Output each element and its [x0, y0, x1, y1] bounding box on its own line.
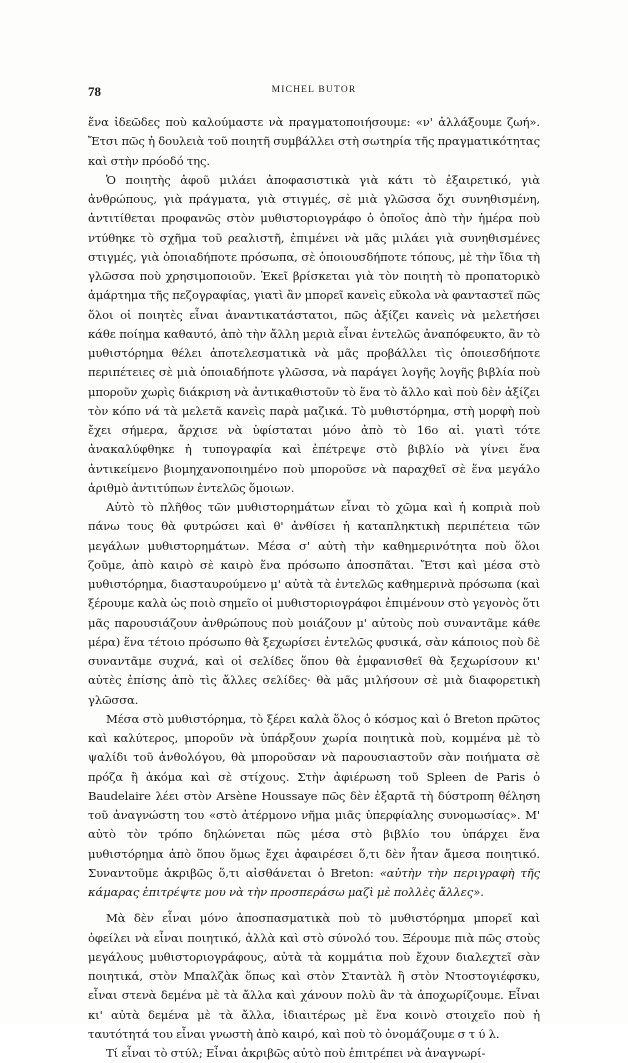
running-head [88, 84, 540, 100]
paragraph-1: ἕνα ἰδεῶδες ποὺ καλούμαστε νὰ πραγματοποιήσουμε: «ν' ἀλλάξουμε ζωή». Ἔτσι πῶς ἡ δουλειὰ τοῦ ποιητῆ συμβάλλει στὴ σωτηρία τῆς πραγματικότητας καὶ στὴν πρόοδό της. [88, 115, 540, 168]
paragraph-4 [88, 710, 540, 903]
running-head-author: MICHEL BUTOR [271, 85, 357, 95]
paragraph-6: Τί εἶναι τὸ στύλ; Εἶναι ἀκριβῶς αὐτὸ ποὺ ἐπιτρέπει νὰ ἀναγνωρί- [106, 1046, 486, 1060]
paragraph-2: Ὁ ποιητὴς ἀφοῦ μιλάει ἀποφασιστικὰ γιὰ κάτι τὸ ἐξαιρετικό, γιὰ ἀνθρώπους, γιὰ πράγματα, γιὰ στιγμές, σὲ μιὰ γλῶσσα ὄχι συνηθισμένη, ἀντιτίθεται προφανῶς στὸν μυθιστοριογράφο ὁ ὁποῖος ἀπὸ τὴν ἡμέρα ποὺ ντύθηκε τὸ σχῆμα τοῦ ρεαλιστῆ, ἐπιμένει νὰ μᾶς μιλάει γιὰ συνηθισμένες στιγμές, γιὰ ὁποιαδήποτε πρόσωπα, σὲ ὁποιουσδήποτε τόπους, μὲ τὴν ἴδια τὴ γλῶσσα ποὺ χρησιμοποιοῦν. Ἐκεῖ βρίσκεται γιὰ τὸν ποιητὴ τὸ προπατορικὸ ἁμάρτημα τῆς πεζογραφίας, γιατὶ ἂν μπορεῖ κανεὶς εὔκολα νὰ φανταστεῖ πῶς ὅλοι οἱ ποιητὲς εἶναι ἀναντικατάστατοι, πῶς ἀξίζει κανεὶς νὰ μελετήσει κάθε ποίημα καθαυτό, ἀπὸ τὴν ἄλλη μεριὰ εἶναι ἐντελῶς ἀναπόφευκτο, ἂν τὸ μυθιστόρημα θέλει ἀποτελεσματικὰ νὰ μᾶς προβάλλει τὶς ὁποιεσδήποτε περιπέτειες σὲ μιὰ ὁποιαδήποτε γλῶσσα, νὰ παράγει λογῆς λογῆς βιβλία ποὺ μποροῦν χωρὶς διάκριση νὰ ἀντικαθιστοῦν τὸ ἕνα τὸ ἄλλο καὶ ποὺ δὲν ἀξίζει τὸν κόπο νά τὰ μελετᾶ κανεὶς παρὰ μαζικά. Τὸ μυθιστόρημα, στὴ μορφὴ ποὺ ἔχει σήμερα, ἄρχισε νὰ ὑφίσταται μόνο ἀπὸ τὸ 16ο αἰ. γιατὶ τότε ἀνακαλύφθηκε ἡ τυπογραφία καὶ ἐπέτρεψε στὸ βιβλίο νὰ γίνει ἕνα ἀντικείμενο βιομηχανοποιημένο ποὺ μποροῦσε νὰ παραχθεῖ σὲ ἕνα μεγάλο ἀριθμὸ ἀντιτύπων ἐντελῶς ὅμοιων. [88, 172, 540, 495]
page-number: 78 [88, 84, 101, 99]
paragraph-3: Αὐτὸ τὸ πλῆθος τῶν μυθιστορημάτων εἶναι τὸ χῶμα καὶ ἡ κοπριὰ ποὺ πάνω τους θὰ φυτρώσει καὶ θ' ἀνθίσει ἡ καταπληκτικὴ περιπέτεια τῶν μεγάλων μυθιστορημάτων. Μέσα σ' αὐτὴ τὴν καθημερινότητα ποὺ ὅλοι ζοῦμε, ἀπὸ καιρὸ σὲ καιρὸ ἕνα πρόσωπο ἀποσπᾶται. Ἔτσι καὶ μέσα στὸ μυθιστόρημα, διασταυρούμενο μ' αὐτὰ τὰ ἐντελῶς καθημερινὰ πρόσωπα (καὶ ξέρουμε καλὰ ὡς ποιὸ σημεῖο οἱ μυθιστοριογράφοι ἐπιμένουν στὸ γεγονὸς ὅτι μᾶς παρουσιάζουν ἀνθρώπους ποὺ μοιάζουν μ' αὐτοὺς ποὺ συναντᾶμε κάθε μέρα) ἕνα τέτοιο πρόσωπο θὰ ξεχωρίσει ἐντελῶς φυσικά, σὰν κάποιος ποὺ δὲ συναντᾶμε συχνά, καὶ οἱ σελίδες ὅπου θὰ ἐμφανισθεῖ θὰ ξεχωρίσουν κι' αὐτὲς ἐπίσης ἀπὸ τὶς ἄλλες σελίδες· θὰ μᾶς μιλήσουν σὲ μιὰ διαφορετικὴ γλῶσσα. [88, 500, 540, 707]
body-text [88, 113, 540, 1063]
paragraph-5: Μὰ δὲν εἶναι μόνο ἀποσπασματικὰ ποὺ τὸ μυθιστόρημα μπορεῖ καὶ ὀφείλει νὰ εἶναι ποιητικό, ἀλλὰ καὶ στὸ σύνολό του. Ξέρουμε πιὰ πῶς στοὺς μεγάλους μυθιστοριογράφους, αὐτὰ τὰ κομμάτια ποὺ ἔχουν διαλεχτεῖ σὰν ποιητικά, στὸν Μπαλζὰκ ὅπως καὶ στὸν Σταντὰλ ἢ στὸν Ντοστογιέφσκυ, εἶναι στενὰ δεμένα μὲ τὰ ἄλλα καὶ χάνουν πολὺ ἂν τὰ ἀποχωρίζουμε. Εἶναι κι' αὐτὰ δεμένα μὲ τὰ ἄλλα, ἰδιαιτέρως μὲ ἕνα κοινὸ στοιχεῖο ποὺ ἡ ταυτότητά του εἶναι γνωστὴ ἀπὸ καιρό, καὶ ποὺ τὸ ὀνομάζουμε σ τ ύ λ. [88, 911, 540, 1041]
paragraph-4-text: Μέσα στὸ μυθιστόρημα, τὸ ξέρει καλὰ ὅλος ὁ κόσμος καὶ ὁ Breton πρῶτος καὶ καλύτερος, μποροῦν νὰ ὑπάρξουν χωρία ποιητικὰ ποὺ, κομμένα μὲ τὸ ψαλίδι τοῦ ἀνθολόγου, θὰ μποροῦσαν νὰ παρουσιαστοῦν σὰν ποιήματα σὲ πρόζα ἢ ἀκόμα καὶ σὲ στίχους. Στὴν ἀφιέρωση τοῦ Spleen de Paris ὁ Baudelaire λέει στὸν Arsène Houssaye πῶς δὲν ἐξαρτᾶ τὴ δύστροπη θέληση τοῦ ἀναγνώστη του «στὸ ἀτέρμονο νῆμα μιᾶς ὑπερφίαλης συνομωσίας». Μ' αὐτὸ τὸν τρόπο δηλώνεται πῶς μέσα στὸ βιβλίο του ὑπάρχει ἕνα μυθιστόρημα ἀπὸ ὅπου ὅμως ἔχει ἀφαιρέσει ὅ,τι δὲν ἦταν ἄμεσα ποιητικό. Συναντοῦμε ἀκριβῶς ὅ,τι αἰσθάνεται ὁ Breton: [88, 711, 540, 880]
breton-quote: «αὐτὴν τὴν περιγραφὴ τῆς κάμαρας ἐπιτρέψτε μου νὰ τὴν προσπεράσω μαζὶ μὲ πολλὲς ἄλλες». [88, 865, 540, 899]
